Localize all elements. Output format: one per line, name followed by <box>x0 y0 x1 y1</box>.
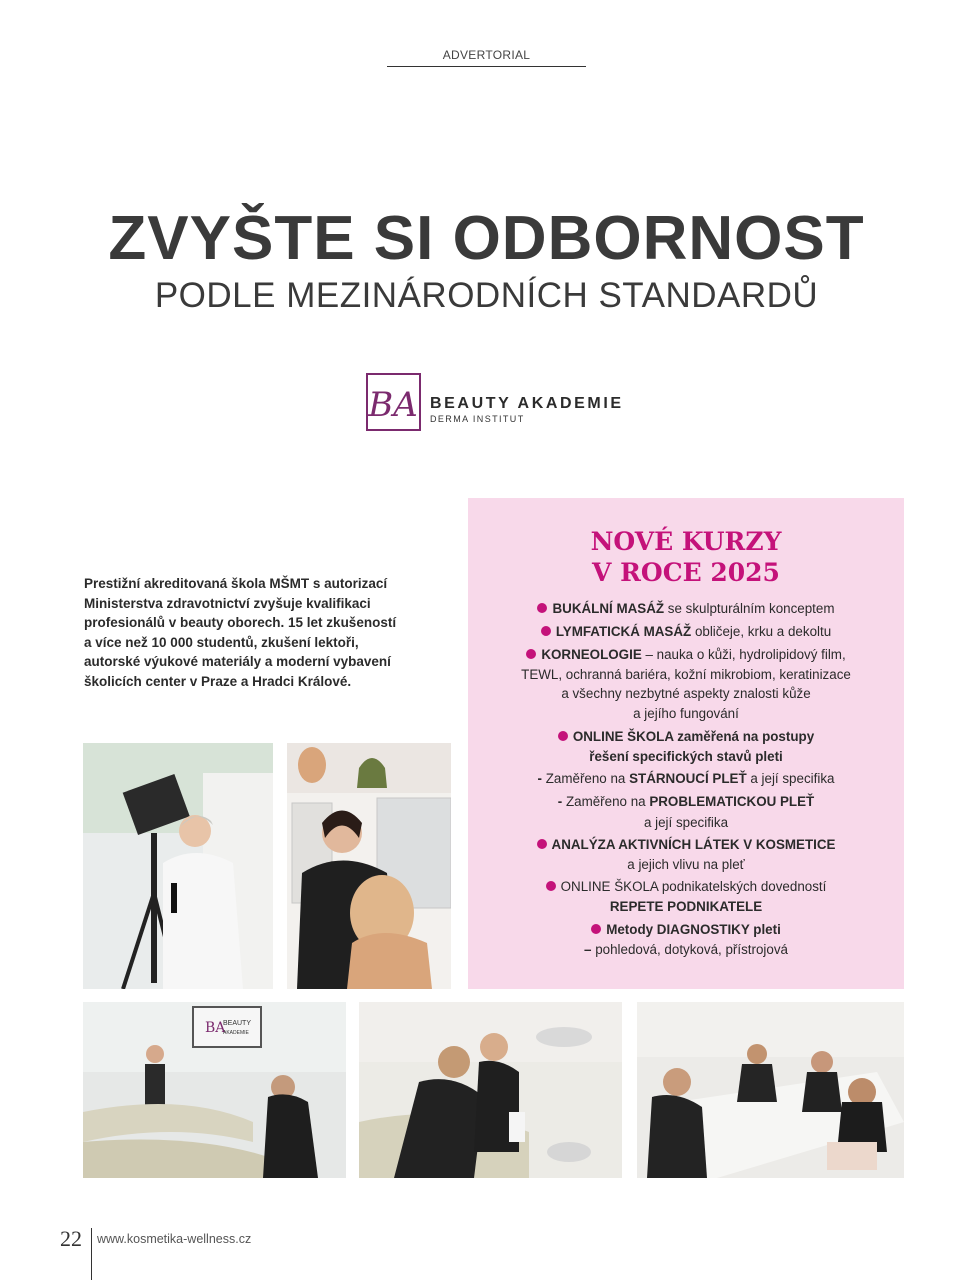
course-text: ONLINE ŠKOLA podnikatelských dovedností <box>560 879 827 894</box>
logo-subtitle: DERMA INSTITUT <box>430 414 525 424</box>
course-line <box>468 749 904 764</box>
dash-icon: - <box>557 794 566 809</box>
course-name: ANALÝZA AKTIVNÍCH LÁTEK V KOSMETICE <box>551 837 836 852</box>
intro-paragraph <box>84 574 446 691</box>
bullet-dot-icon <box>558 731 568 741</box>
course-line <box>468 601 904 616</box>
svg-text:BA: BA <box>368 385 418 425</box>
course-text: a jejich vlivu na pleť <box>627 857 745 872</box>
course-text: Zaměřeno na <box>565 794 650 809</box>
course-line <box>468 624 904 639</box>
intro-line: autorské výukové materiály a moderní vybavení <box>84 654 391 669</box>
course-name: STÁRNOUCÍ PLEŤ <box>629 771 747 786</box>
course-name: KORNEOLOGIE <box>541 647 642 662</box>
photo-classroom-treatment <box>83 1002 346 1178</box>
course-line <box>468 706 904 721</box>
course-name: Metody DIAGNOSTIKY pleti <box>606 922 781 937</box>
course-line <box>468 686 904 701</box>
bullet-dot-icon <box>537 603 547 613</box>
svg-text:BA: BA <box>205 1020 226 1036</box>
bullet-dot-icon <box>546 881 556 891</box>
beauty-akademie-logo <box>366 373 421 431</box>
photo-practical-training <box>359 1002 622 1178</box>
courses-title-line: V ROCE 2025 <box>592 558 780 587</box>
courses-title-line: NOVÉ KURZY <box>590 527 782 556</box>
footer-divider <box>91 1228 92 1280</box>
advertorial-label: ADVERTORIAL <box>387 48 586 67</box>
courses-title <box>468 526 904 588</box>
course-line <box>468 837 904 852</box>
course-name: řešení specifických stavů pleti <box>589 749 783 764</box>
course-text: pohledová, dotyková, přístrojová <box>591 942 788 957</box>
course-line <box>468 729 904 744</box>
intro-line: a více než 10 000 studentů, zkušení lektoři, <box>84 634 359 650</box>
dash-icon: - <box>537 771 546 786</box>
intro-line: profesionálů v beauty oborech. 15 let zkušeností <box>84 615 397 630</box>
headline: ZVYŠTE SI ODBORNOST <box>108 204 865 273</box>
logo-name: BEAUTY AKADEMIE <box>430 395 624 412</box>
course-line <box>468 647 904 662</box>
svg-text:BEAUTY: BEAUTY <box>223 1020 252 1027</box>
intro-line: Prestižní akreditovaná škola MŠMT s autorizací <box>84 576 388 591</box>
course-text: TEWL, ochranná bariéra, kožní mikrobiom, keratinizace <box>521 667 851 682</box>
course-line <box>468 815 904 830</box>
website-url: www.kosmetika-wellness.cz <box>97 1232 252 1246</box>
course-line <box>468 857 904 872</box>
course-line <box>468 879 904 894</box>
course-text: a její specifika <box>643 815 729 830</box>
course-name: ONLINE ŠKOLA zaměřená na postupy <box>572 729 815 744</box>
page-number: 22 <box>60 1226 82 1251</box>
intro-line: Ministerstva zdravotnictví zvyšuje kvalifikaci <box>84 595 371 611</box>
course-name: LYMFATICKÁ MASÁŽ <box>555 624 692 639</box>
course-text: – nauka o kůži, hydrolipidový film, <box>641 647 846 662</box>
course-line <box>468 899 904 914</box>
course-line <box>468 794 904 809</box>
photo-theory-lesson <box>637 1002 904 1178</box>
dash-icon: – <box>584 942 592 957</box>
bullet-dot-icon <box>537 839 547 849</box>
bullet-dot-icon <box>591 924 601 934</box>
course-text: obličeje, krku a dekoltu <box>691 624 832 639</box>
course-line <box>468 667 904 682</box>
course-text: a její specifika <box>746 771 835 786</box>
course-line <box>468 922 904 937</box>
course-text: se skulpturálním konceptem <box>664 601 835 616</box>
intro-line: školicích center v Praze a Hradci Králové. <box>84 673 352 689</box>
svg-text:AKADEMIE: AKADEMIE <box>223 1030 249 1036</box>
course-text: Zaměřeno na <box>545 771 630 786</box>
course-name: REPETE PODNIKATELE <box>609 899 763 914</box>
course-name: PROBLEMATICKOU PLEŤ <box>649 794 815 809</box>
photo-lecturer-speaking <box>83 743 273 989</box>
subheadline: PODLE MEZINÁRODNÍCH STANDARDŮ <box>154 276 819 315</box>
bullet-dot-icon <box>541 626 551 636</box>
course-text: a jejího fungování <box>633 706 739 721</box>
course-text: a všechny nezbytné aspekty znalosti kůže <box>561 686 811 701</box>
course-name: BUKÁLNÍ MASÁŽ <box>552 601 665 616</box>
bullet-dot-icon <box>526 649 536 659</box>
course-line <box>468 771 904 786</box>
ba-monogram-icon <box>368 375 419 429</box>
photo-instructor-mannequin <box>287 743 451 989</box>
course-line <box>468 942 904 957</box>
